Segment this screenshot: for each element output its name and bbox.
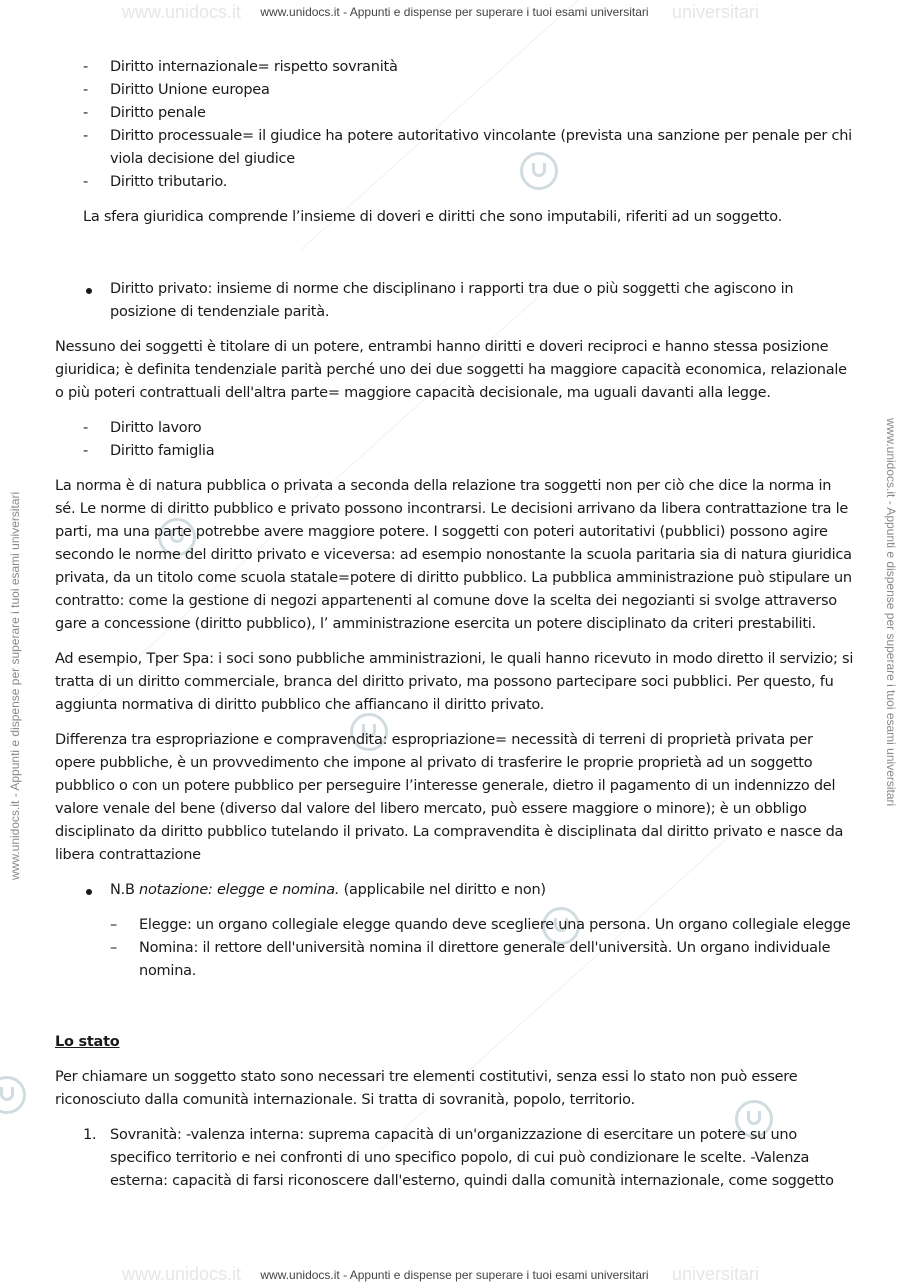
dash-marker: - <box>83 174 88 190</box>
section-heading-stato: Lo stato <box>55 1034 120 1050</box>
nb-italic: notazione: elegge e nomina. <box>139 882 340 898</box>
intro-law-list <box>55 56 855 194</box>
watermark-footer: www.unidocs.it - Appunti e dispense per superare i tuoi esami universitari <box>260 1268 649 1282</box>
list-item <box>55 937 855 983</box>
nb-sub-list <box>55 914 855 983</box>
list-item-text: Diritto penale <box>110 105 206 121</box>
paragraph-tper: Ad esempio, Tper Spa: i soci sono pubbliche amministrazioni, le quali hanno ricevuto in modo diretto il servizio; si tratta di un diritto commerciale, branca del diritto privato, ma possono partecipare soci pubblici. Per questo, fu aggiunta normativa di diritto pubblico che affiancano il diritto privato. <box>55 651 854 713</box>
dash-marker: - <box>83 443 88 459</box>
watermark-ghost-bottom-right: universitari <box>672 1264 760 1284</box>
list-item-text: Elegge: un organo collegiale elegge quando deve scegliere una persona. Un organo collegiale elegge <box>139 917 851 933</box>
list-item-text: Nomina: il rettore dell'università nomina il direttore generale dell'università. Un organo individuale nomina. <box>139 940 831 979</box>
watermark-ghost-top-left: www.unidocs.it <box>122 2 242 22</box>
list-item-text: Diritto processuale= il giudice ha potere autoritativo vincolante (prevista una sanzione per penale per chi viola decisione del giudice <box>110 128 852 167</box>
list-item <box>55 914 855 937</box>
list-item <box>55 79 855 102</box>
nb-prefix: N.B <box>110 882 140 898</box>
bullet-dot-icon <box>86 288 92 294</box>
bullet-text: Diritto privato: insieme di norme che disciplinano i rapporti tra due o più soggetti che agiscono in posizione di tendenziale parità. <box>110 281 794 320</box>
spacer <box>55 241 855 278</box>
list-item <box>55 102 855 125</box>
list-item-text: Diritto Unione europea <box>110 82 270 98</box>
dash-marker: - <box>83 82 88 98</box>
list-item <box>55 440 855 463</box>
paragraph-sfera-giuridica: La sfera giuridica comprende l’insieme di doveri e diritti che sono imputabili, riferiti ad un soggetto. <box>83 209 782 225</box>
bullet-nb <box>55 879 855 902</box>
bullet-diritto-privato <box>55 278 855 324</box>
en-dash-marker: – <box>110 917 117 933</box>
dash-marker: - <box>83 128 88 144</box>
document-body <box>55 56 855 1193</box>
nb-suffix: (applicabile nel diritto e non) <box>339 882 546 898</box>
list-item <box>55 1124 855 1193</box>
private-law-list <box>55 417 855 463</box>
numbered-list <box>55 1124 855 1193</box>
list-item <box>55 56 855 79</box>
dash-marker: - <box>83 59 88 75</box>
paragraph-norma: La norma è di natura pubblica o privata a seconda della relazione tra soggetti non per ciò che dice la norma in sé. Le norme di diritto pubblico e privato possono incontrarsi. Le decisioni arrivano da libera contrattazione tra le parti, ma una parte potrebbe avere maggiore potere. I soggetti con poteri autoritativi (pubblici) possono agire secondo le norme del diritto privato e viceversa: ad esempio nonostante la scuola paritaria sia di natura giuridica privata, da un titolo come scuola statale=potere di diritto pubblico. La pubblica amministrazione può stipulare un contratto: come la gestione di negozi appartenenti al comune dove la scelta dei negozianti si svolge attraverso gare a concessione (diritto pubblico), l’ amministrazione esercita un potere disciplinato da criteri prestabiliti. <box>55 478 852 632</box>
watermark-ghost-bottom-left: www.unidocs.it <box>122 1264 242 1284</box>
list-item <box>55 171 855 194</box>
paragraph-stato: Per chiamare un soggetto stato sono necessari tre elementi costitutivi, senza essi lo stato non può essere riconosciuto dalla comunità internazionale. Si tratta di sovranità, popolo, territorio. <box>55 1069 798 1108</box>
spacer <box>55 995 855 1031</box>
number-marker: 1. <box>83 1127 97 1143</box>
list-item <box>55 417 855 440</box>
paragraph-differenza: Differenza tra espropriazione e compravendita: espropriazione= necessità di terreni di proprietà privata per opere pubbliche, è un provvedimento che impone al privato di trasferire le proprie proprietà ad un soggetto pubblico o con un potere pubblico per perseguire l’interesse generale, dietro il pagamento di un indennizzo del valore venale del bene (diverso dal valore del libero mercato, può essere maggiore o minore); è un obbligo disciplinato da diritto pubblico tutelando il privato. La compravendita è disciplinata dal diritto privato e nasce da libera contrattazione <box>55 732 844 863</box>
watermark-ghost-top-right: universitari <box>672 2 760 22</box>
list-item-text: Diritto lavoro <box>110 420 202 436</box>
unidocs-logo-icon <box>0 1076 26 1114</box>
dash-marker: - <box>83 420 88 436</box>
watermark-side-left: www.unidocs.it - Appunti e dispense per superare i tuoi esami universitari <box>8 491 22 880</box>
watermark-side-right: www.unidocs.it - Appunti e dispense per superare i tuoi esami universitari <box>884 418 898 807</box>
list-item-text: Diritto famiglia <box>110 443 215 459</box>
list-item-text: Diritto internazionale= rispetto sovranità <box>110 59 398 75</box>
list-item <box>55 125 855 171</box>
paragraph-nessuno: Nessuno dei soggetti è titolare di un potere, entrambi hanno diritti e doveri reciproci e hanno stessa posizione giuridica; è definita tendenziale parità perché uno dei due soggetti ha maggiore capacità economica, relazionale o più poteri contrattuali dell'altra parte= maggiore capacità decisionale, ma uguali davanti alla legge. <box>55 339 847 401</box>
list-item-text: Diritto tributario. <box>110 174 228 190</box>
en-dash-marker: – <box>110 940 117 956</box>
list-item-text: Sovranità: -valenza interna: suprema capacità di un'organizzazione di esercitare un potere su uno specifico territorio e nei confronti di uno specifico popolo, di cui può condizionare le scelte. -Valenza esterna: capacità di farsi riconoscere dall'esterno, quindi dalla comunità internazionale, come soggetto <box>110 1127 834 1189</box>
watermark-header: www.unidocs.it - Appunti e dispense per superare i tuoi esami universitari <box>260 5 649 19</box>
bullet-dot-icon <box>86 889 92 895</box>
dash-marker: - <box>83 105 88 121</box>
